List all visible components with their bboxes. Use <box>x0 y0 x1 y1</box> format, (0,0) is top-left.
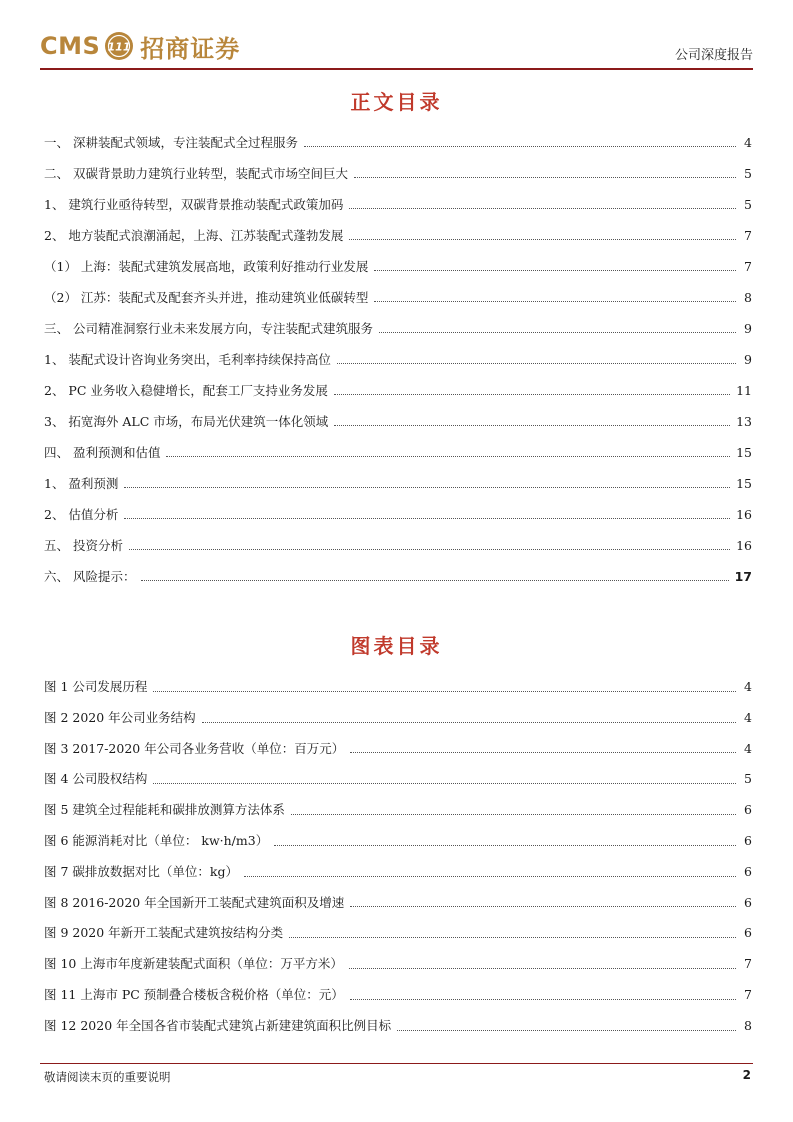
footer-divider <box>40 1063 753 1064</box>
entry-page-number: 7 <box>744 986 752 1002</box>
figure-entry[interactable] <box>44 949 752 980</box>
entry-page-number: 5 <box>744 197 752 212</box>
entry-text: 图 12 2020 年全国各省市装配式建筑占新建建筑面积比例目标 <box>44 1017 392 1033</box>
document-type-label: 公司深度报告 <box>674 48 753 63</box>
entry-text: 图 3 2017-2020 年公司各业务营收（单位：百万元） <box>44 740 345 756</box>
toc-entry[interactable] <box>44 189 752 220</box>
page-header <box>40 26 753 66</box>
entry-page-number: 13 <box>736 414 752 429</box>
toc-entry[interactable] <box>44 282 752 313</box>
dot-leader <box>153 783 736 784</box>
figure-entry[interactable] <box>44 918 752 949</box>
toc-entry[interactable] <box>44 406 752 437</box>
entry-page-number: 5 <box>744 771 752 787</box>
dot-leader <box>354 177 736 178</box>
entry-text: 图 8 2016-2020 年全国新开工装配式建筑面积及增速 <box>44 894 345 910</box>
toc-entry[interactable] <box>44 220 752 251</box>
dot-leader <box>374 301 736 302</box>
figure-entry[interactable] <box>44 734 752 765</box>
entry-page-number: 9 <box>744 321 752 336</box>
dot-leader <box>244 876 736 877</box>
figure-entry[interactable] <box>44 888 752 919</box>
entry-text: 图 10 上海市年度新建装配式面积（单位：万平方米） <box>44 956 343 972</box>
footer-page-number: 2 <box>742 1068 751 1082</box>
entry-page-number: 15 <box>736 476 752 491</box>
entry-page-number: 5 <box>744 166 752 181</box>
figure-entry[interactable] <box>44 672 752 703</box>
entry-text: 2、 PC 业务收入稳健增长，配套工厂支持业务发展 <box>44 383 328 398</box>
entry-page-number: 17 <box>734 569 752 584</box>
dot-leader <box>349 968 736 969</box>
toc-entry[interactable] <box>44 344 752 375</box>
entry-text: 1、 建筑行业亟待转型，双碳背景推动装配式政策加码 <box>44 197 344 212</box>
toc-entry[interactable] <box>44 437 752 468</box>
entry-text: 1、 装配式设计咨询业务突出，毛利率持续保持高位 <box>44 352 331 367</box>
entry-page-number: 8 <box>744 290 752 305</box>
toc-entry[interactable] <box>44 251 752 282</box>
entry-page-number: 7 <box>744 259 752 274</box>
entry-text: 图 11 上海市 PC 预制叠合楼板含税价格（单位：元） <box>44 986 344 1002</box>
dot-leader <box>334 394 730 395</box>
entry-page-number: 7 <box>744 228 752 243</box>
entry-text: 五、 投资分析 <box>44 538 123 553</box>
dot-leader <box>166 456 730 457</box>
toc-entry[interactable] <box>44 313 752 344</box>
toc-entry[interactable] <box>44 468 752 499</box>
footer-disclaimer: 敬请阅读末页的重要说明 <box>44 1070 171 1084</box>
entry-page-number: 6 <box>744 894 752 910</box>
entry-text: 四、 盈利预测和估值 <box>44 445 161 460</box>
entry-page-number: 6 <box>744 832 752 848</box>
entry-page-number: 11 <box>736 383 752 398</box>
dot-leader <box>291 814 736 815</box>
dot-leader <box>337 363 736 364</box>
entry-text: 二、 双碳背景助力建筑行业转型，装配式市场空间巨大 <box>44 166 348 181</box>
entry-page-number: 9 <box>744 352 752 367</box>
entry-text: 图 2 2020 年公司业务结构 <box>44 709 196 725</box>
entry-text: 2、 估值分析 <box>44 507 119 522</box>
dot-leader <box>350 906 736 907</box>
dot-leader <box>129 549 730 550</box>
dot-leader <box>124 487 730 488</box>
dot-leader <box>397 1030 736 1031</box>
entry-text: 三、 公司精准洞察行业未来发展方向，专注装配式建筑服务 <box>44 321 373 336</box>
logo-chinese-text: 招商证券 <box>140 34 241 63</box>
entry-text: 2、 地方装配式浪潮涌起，上海、江苏装配式蓬勃发展 <box>44 228 344 243</box>
dot-leader <box>153 691 736 692</box>
toc-entry[interactable] <box>44 561 752 592</box>
header-divider <box>40 68 753 70</box>
entry-page-number: 6 <box>744 863 752 879</box>
toc-entry[interactable] <box>44 530 752 561</box>
entry-page-number: 16 <box>736 507 752 522</box>
dot-leader <box>379 332 736 333</box>
figure-entry[interactable] <box>44 826 752 857</box>
entry-page-number: 6 <box>744 925 752 941</box>
figure-toc-list <box>44 672 752 1042</box>
dot-leader <box>350 999 736 1000</box>
entry-page-number: 4 <box>744 740 752 756</box>
figure-entry[interactable] <box>44 857 752 888</box>
figure-toc-title: 图表目录 <box>350 634 443 658</box>
entry-text: 一、 深耕装配式领域，专注装配式全过程服务 <box>44 135 298 150</box>
dot-leader <box>349 208 736 209</box>
entry-page-number: 6 <box>744 802 752 818</box>
entry-text: 3、 拓宽海外 ALC 市场，布局光伏建筑一体化领域 <box>44 414 329 429</box>
dot-leader <box>350 752 736 753</box>
dot-leader <box>304 146 736 147</box>
entry-text: 图 4 公司股权结构 <box>44 771 148 787</box>
entry-text: 图 9 2020 年新开工装配式建筑按结构分类 <box>44 925 284 941</box>
dot-leader <box>202 722 736 723</box>
entry-page-number: 15 <box>736 445 752 460</box>
brand-logo <box>40 26 240 66</box>
toc-entry[interactable] <box>44 127 752 158</box>
main-toc-list <box>44 127 752 592</box>
entry-page-number: 16 <box>736 538 752 553</box>
entry-text: 图 5 建筑全过程能耗和碳排放测算方法体系 <box>44 802 285 818</box>
figure-entry[interactable] <box>44 1011 752 1042</box>
toc-entry[interactable] <box>44 499 752 530</box>
main-toc-title: 正文目录 <box>350 90 443 114</box>
entry-page-number: 4 <box>744 679 752 694</box>
dot-leader <box>374 270 736 271</box>
figure-entry[interactable] <box>44 764 752 795</box>
entry-page-number: 8 <box>744 1017 752 1033</box>
entry-page-number: 4 <box>744 135 752 150</box>
dot-leader <box>334 425 730 426</box>
logo-badge-text: 111 <box>107 40 131 54</box>
dot-leader <box>274 845 736 846</box>
entry-text: （2） 江苏：装配式及配套齐头并进，推动建筑业低碳转型 <box>44 290 369 305</box>
entry-page-number: 7 <box>744 956 752 972</box>
dot-leader <box>349 239 736 240</box>
figure-entry[interactable] <box>44 795 752 826</box>
dot-leader <box>141 580 728 581</box>
entry-text: 六、 风险提示： <box>44 569 136 584</box>
entry-page-number: 4 <box>744 709 752 725</box>
dot-leader <box>289 937 736 938</box>
toc-entry[interactable] <box>44 375 752 406</box>
entry-text: （1） 上海：装配式建筑发展高地，政策利好推动行业发展 <box>44 259 369 274</box>
entry-text: 1、 盈利预测 <box>44 476 119 491</box>
logo-badge-icon <box>104 31 134 61</box>
toc-entry[interactable] <box>44 158 752 189</box>
entry-text: 图 1 公司发展历程 <box>44 679 148 694</box>
figure-entry[interactable] <box>44 703 752 734</box>
dot-leader <box>124 518 730 519</box>
logo-latin-text: CMS <box>40 32 101 60</box>
figure-entry[interactable] <box>44 980 752 1011</box>
entry-text: 图 7 碳排放数据对比（单位：kg） <box>44 863 238 879</box>
entry-text: 图 6 能源消耗对比（单位： kw·h/m3） <box>44 832 269 848</box>
